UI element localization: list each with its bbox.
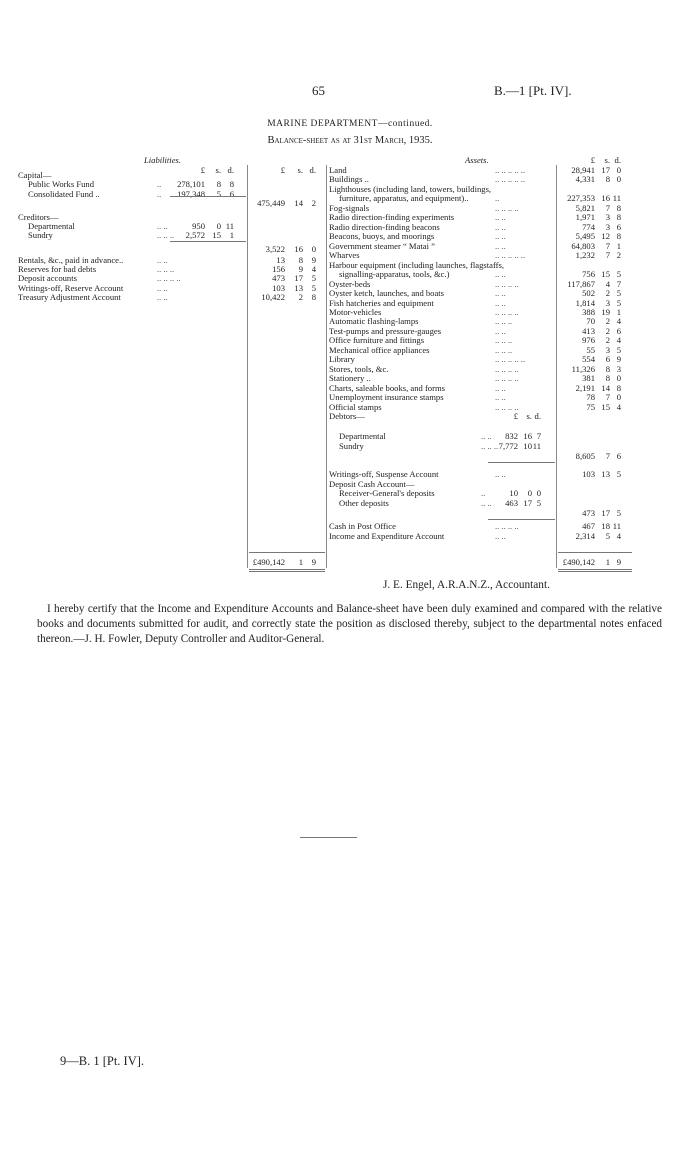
liability-total-pence: 5	[311, 283, 316, 293]
asset-label: Departmental	[339, 431, 386, 441]
asset-total-pence: 5	[616, 288, 621, 298]
leader-dots: .. .. .. ..	[495, 307, 519, 317]
column-separator	[326, 165, 327, 568]
asset-label: furniture, apparatus, and equipment)..	[339, 193, 469, 203]
asset-label: Income and Expenditure Account	[329, 531, 445, 541]
asset-total-shillings: 6	[605, 354, 610, 364]
asset-total-pounds: 64,803	[571, 241, 595, 251]
asset-total-shillings: 7	[605, 250, 610, 260]
asset-label: Library	[329, 354, 355, 364]
assets-col-head: s.	[604, 155, 610, 165]
asset-total-pence: 0	[616, 373, 621, 383]
liability-amount-pence: 11	[225, 221, 234, 231]
liability-total-pence: 8	[311, 292, 316, 302]
liability-label: Reserves for bad debts	[18, 264, 97, 274]
leader-dots: .. ..	[495, 241, 506, 251]
liability-label: Deposit accounts	[18, 273, 77, 283]
liability-total-pence: 5	[311, 273, 316, 283]
asset-label: Sundry	[339, 441, 364, 451]
asset-total-pounds: 976	[582, 335, 595, 345]
liability-label: Departmental	[28, 221, 75, 231]
liability-label: Writings-off, Reserve Account	[18, 283, 124, 293]
asset-total-pence: 9	[616, 354, 621, 364]
leader-dots: .. .. ..	[157, 230, 175, 240]
liability-total-pounds: 475,449	[257, 198, 285, 208]
asset-label: Official stamps	[329, 402, 382, 412]
liability-total-pounds: 3,522	[265, 244, 285, 254]
asset-amount-pounds: 10	[509, 488, 518, 498]
department-title: MARINE DEPARTMENT—continued.	[267, 119, 433, 129]
liability-total-shillings: 14	[294, 198, 303, 208]
liabilities-col-head: d.	[309, 165, 316, 175]
liability-label: Creditors—	[18, 212, 59, 222]
leader-dots: ..	[495, 193, 500, 203]
asset-total-pounds: 11,326	[571, 364, 595, 374]
leader-dots: .. .. .. ..	[495, 373, 519, 383]
asset-total-shillings: 5	[605, 531, 610, 541]
leader-dots: .. .. ..	[481, 441, 499, 451]
liability-label: Rentals, &c., paid in advance..	[18, 255, 124, 265]
asset-total-shillings: 3	[605, 298, 610, 308]
liability-total-shillings: 13	[294, 283, 303, 293]
page-footer: 9—B. 1 [Pt. IV].	[60, 1054, 145, 1068]
asset-total-pounds: 1,814	[575, 298, 595, 308]
asset-total-pounds: 78	[586, 392, 595, 402]
asset-total-shillings: 7	[605, 203, 610, 213]
asset-label: Fog-signals	[329, 203, 370, 213]
column-separator	[556, 165, 557, 568]
asset-total-pence: 5	[616, 298, 621, 308]
asset-total-pence: 2	[616, 250, 621, 260]
accountant-signature: J. E. Engel, A.R.A.N.Z., Accountant.	[383, 579, 550, 591]
subtotal-rule	[170, 241, 246, 242]
asset-label: Beacons, buoys, and moorings	[329, 231, 435, 241]
asset-total-pence: 4	[616, 316, 621, 326]
assets-col-head: £	[590, 155, 595, 165]
leader-dots: .. .. .. ..	[495, 521, 519, 531]
asset-total-shillings: 7	[605, 241, 610, 251]
leader-dots: ..	[157, 189, 162, 199]
asset-total-pounds: 1,232	[575, 250, 595, 260]
liabilities-heading: Liabilities.	[144, 155, 182, 165]
asset-total-pounds: 5,495	[575, 231, 595, 241]
asset-amount-pounds: 463	[505, 498, 518, 508]
asset-total-shillings: 2	[605, 326, 610, 336]
leader-dots: .. ..	[495, 326, 506, 336]
liability-amount-pence: 1	[229, 230, 234, 240]
asset-total-pounds: 413	[582, 326, 595, 336]
asset-label: Buildings ..	[329, 174, 369, 184]
asset-label: Oyster-beds	[329, 279, 371, 289]
asset-total-shillings: 18	[601, 521, 610, 531]
leader-dots: .. ..	[495, 212, 506, 222]
liability-amount-pounds: 950	[192, 221, 205, 231]
leader-dots: .. ..	[157, 255, 168, 265]
liability-amount-shillings: 5	[216, 189, 221, 199]
liability-amount-pounds: 278,101	[177, 179, 205, 189]
asset-total-pounds: 2,191	[575, 383, 595, 393]
leader-dots: .. .. ..	[495, 316, 513, 326]
liability-total-pounds: 156	[272, 264, 285, 274]
leader-dots: ..	[481, 488, 486, 498]
asset-total-pence: 8	[616, 231, 621, 241]
leader-dots: .. .. .. .. ..	[495, 165, 526, 175]
asset-label: signalling-apparatus, tools, &c.)	[339, 269, 450, 279]
double-rule	[249, 569, 325, 570]
asset-label: Radio direction-finding beacons	[329, 222, 440, 232]
asset-total-pounds: 28,941	[571, 165, 595, 175]
asset-label: Mechanical office appliances	[329, 345, 430, 355]
assets-grand-total-shillings: 1	[605, 557, 610, 567]
asset-amount-shillings: 0	[527, 488, 532, 498]
liability-total-pounds: 473	[272, 273, 285, 283]
asset-total-shillings: 3	[605, 222, 610, 232]
total-rule	[558, 552, 632, 553]
liability-amount-pounds: 2,572	[185, 230, 205, 240]
asset-total-pence: 4	[616, 531, 621, 541]
asset-label: Lighthouses (including land, towers, buildings,	[329, 184, 492, 194]
asset-total-pence: 1	[616, 307, 621, 317]
asset-label: Receiver-General's deposits	[339, 488, 435, 498]
leader-dots: .. ..	[495, 469, 506, 479]
liability-amount-shillings: 0	[216, 221, 221, 231]
leader-dots: .. ..	[157, 292, 168, 302]
leader-dots: .. ..	[495, 298, 506, 308]
asset-total-pounds: 1,971	[575, 212, 595, 222]
asset-label: Office furniture and fittings	[329, 335, 425, 345]
liability-label: Public Works Fund	[28, 179, 94, 189]
assets-grand-total-pounds: £490,142	[562, 557, 595, 567]
liability-label: Sundry	[28, 230, 53, 240]
asset-total-shillings: 4	[605, 279, 610, 289]
asset-total-pence: 0	[616, 392, 621, 402]
asset-total-shillings: 16	[601, 193, 610, 203]
asset-total-shillings: 17	[601, 508, 610, 518]
asset-total-pounds: 473	[582, 508, 595, 518]
debtors-col-head: £	[513, 411, 518, 421]
asset-label: Debtors—	[329, 411, 365, 421]
liability-total-shillings: 9	[298, 264, 303, 274]
asset-total-pounds: 502	[582, 288, 595, 298]
asset-label: Writings-off, Suspense Account	[329, 469, 439, 479]
asset-total-pounds: 117,867	[567, 279, 595, 289]
audit-certificate	[37, 602, 662, 647]
asset-total-pence: 6	[616, 222, 621, 232]
asset-total-shillings: 8	[605, 373, 610, 383]
leader-dots: .. ..	[495, 288, 506, 298]
asset-total-pence: 11	[612, 193, 621, 203]
leader-dots: .. ..	[495, 231, 506, 241]
assets-grand-total-pence: 9	[616, 557, 621, 567]
liabilities-col-head: s.	[215, 165, 221, 175]
asset-total-pence: 1	[616, 241, 621, 251]
asset-total-shillings: 13	[601, 469, 610, 479]
liability-total-pounds: 103	[272, 283, 285, 293]
asset-total-shillings: 17	[601, 165, 610, 175]
liabilities-grand-total-pence: 9	[311, 557, 316, 567]
asset-total-shillings: 8	[605, 364, 610, 374]
asset-label: Automatic flashing-lamps	[329, 316, 419, 326]
certificate-text: I hereby certify that the Income and Expenditure Accounts and Balance-sheet have been duly examined and compared with the relative books and documents submitted for audit, and correctly state the position as disclosed thereby, subject to the departmental notes enfaced thereon.—J. H. Fowler, Deputy Controller and Auditor-General.	[37, 603, 662, 645]
asset-total-pence: 6	[616, 451, 621, 461]
liability-amount-shillings: 15	[212, 230, 221, 240]
leader-dots: .. ..	[157, 283, 168, 293]
asset-total-pounds: 756	[582, 269, 595, 279]
liability-total-pence: 4	[311, 264, 316, 274]
asset-label: Motor-vehicles	[329, 307, 382, 317]
balance-sheet-title: Balance-sheet as at 31st March, 1935.	[267, 135, 433, 146]
asset-total-pence: 8	[616, 383, 621, 393]
page-number: 65	[312, 83, 325, 98]
leader-dots: .. .. .. .. ..	[495, 174, 526, 184]
liability-label: Consolidated Fund ..	[28, 189, 100, 199]
document-reference: B.—1 [Pt. IV].	[494, 83, 572, 98]
liability-total-pence: 2	[311, 198, 316, 208]
asset-total-shillings: 7	[605, 392, 610, 402]
asset-total-shillings: 2	[605, 316, 610, 326]
asset-total-pounds: 55	[586, 345, 595, 355]
liability-amount-pounds: 197,348	[177, 189, 205, 199]
leader-dots: .. ..	[495, 383, 506, 393]
asset-total-pounds: 70	[586, 316, 595, 326]
asset-label: Government steamer “ Matai ”	[329, 241, 435, 251]
leader-dots: .. ..	[495, 269, 506, 279]
leader-dots: .. ..	[495, 222, 506, 232]
asset-total-pence: 5	[616, 469, 621, 479]
asset-total-shillings: 14	[601, 383, 610, 393]
leader-dots: .. .. ..	[495, 335, 513, 345]
asset-total-pounds: 381	[582, 373, 595, 383]
leader-dots: .. ..	[481, 498, 492, 508]
leader-dots: .. ..	[157, 221, 168, 231]
liability-amount-pence: 8	[229, 179, 234, 189]
asset-total-pounds: 8,605	[575, 451, 595, 461]
asset-label: Cash in Post Office	[329, 521, 396, 531]
liability-amount-pence: 6	[229, 189, 234, 199]
asset-total-shillings: 12	[601, 231, 610, 241]
leader-dots: .. ..	[481, 431, 492, 441]
leader-dots: .. .. ..	[495, 345, 513, 355]
asset-amount-pence: 5	[536, 498, 541, 508]
subtotal-rule	[488, 519, 555, 520]
liabilities-col-head: s.	[297, 165, 303, 175]
asset-total-pence: 5	[616, 269, 621, 279]
asset-amount-shillings: 16	[523, 431, 532, 441]
assets-col-head: d.	[614, 155, 621, 165]
asset-total-pence: 6	[616, 326, 621, 336]
double-rule	[558, 571, 632, 572]
liability-total-shillings: 8	[298, 255, 303, 265]
leader-dots: .. ..	[495, 392, 506, 402]
leader-dots: .. .. .. ..	[495, 364, 519, 374]
leader-dots: .. .. .. .. ..	[495, 250, 526, 260]
asset-total-shillings: 15	[601, 402, 610, 412]
double-rule	[249, 571, 325, 572]
asset-total-pounds: 227,353	[567, 193, 595, 203]
column-separator	[247, 165, 248, 568]
asset-total-pence: 0	[616, 174, 621, 184]
asset-label: Wharves	[329, 250, 360, 260]
asset-label: Charts, saleable books, and forms	[329, 383, 445, 393]
asset-total-pounds: 4,331	[575, 174, 595, 184]
leader-dots: .. ..	[495, 531, 506, 541]
asset-total-shillings: 8	[605, 174, 610, 184]
asset-total-shillings: 7	[605, 451, 610, 461]
asset-label: Radio direction-finding experiments	[329, 212, 455, 222]
asset-total-pounds: 554	[582, 354, 595, 364]
asset-total-pence: 5	[616, 345, 621, 355]
liabilities-col-head: £	[280, 165, 285, 175]
liability-total-shillings: 16	[294, 244, 303, 254]
liability-total-pounds: 13	[276, 255, 285, 265]
asset-amount-pence: 11	[532, 441, 541, 451]
asset-total-pence: 11	[612, 521, 621, 531]
asset-total-pence: 8	[616, 203, 621, 213]
asset-total-shillings: 3	[605, 212, 610, 222]
liability-total-shillings: 2	[298, 292, 303, 302]
asset-total-pence: 4	[616, 335, 621, 345]
asset-label: Harbour equipment (including launches, flagstaffs,	[329, 260, 505, 270]
liabilities-grand-total-shillings: 1	[298, 557, 303, 567]
asset-total-pounds: 2,314	[575, 531, 595, 541]
asset-label: Fish hatcheries and equipment	[329, 298, 434, 308]
leader-dots: .. .. .. ..	[495, 279, 519, 289]
liabilities-col-head: d.	[227, 165, 234, 175]
asset-label: Stores, tools, &c.	[329, 364, 389, 374]
asset-total-pence: 3	[616, 364, 621, 374]
asset-label: Land	[329, 165, 347, 175]
leader-dots: ..	[157, 179, 162, 189]
leader-dots: .. .. .. ..	[495, 203, 519, 213]
asset-total-pounds: 103	[582, 469, 595, 479]
asset-total-pounds: 467	[582, 521, 595, 531]
section-divider	[300, 837, 357, 838]
assets-heading: Assets.	[465, 155, 489, 165]
asset-total-shillings: 19	[601, 307, 610, 317]
asset-amount-shillings: 10	[523, 441, 532, 451]
asset-total-pence: 4	[616, 402, 621, 412]
subtotal-rule	[170, 196, 246, 197]
liability-total-pounds: 10,422	[261, 292, 285, 302]
asset-amount-pence: 0	[536, 488, 541, 498]
asset-total-pence: 7	[616, 279, 621, 289]
liability-total-shillings: 17	[294, 273, 303, 283]
asset-total-shillings: 2	[605, 288, 610, 298]
liability-label: Treasury Adjustment Account	[18, 292, 121, 302]
leader-dots: .. .. .. ..	[157, 273, 181, 283]
asset-total-pounds: 5,821	[575, 203, 595, 213]
leader-dots: .. .. ..	[157, 264, 175, 274]
liability-total-pence: 0	[311, 244, 316, 254]
asset-total-pounds: 388	[582, 307, 595, 317]
asset-total-pence: 5	[616, 508, 621, 518]
asset-total-pence: 8	[616, 212, 621, 222]
asset-total-pence: 0	[616, 165, 621, 175]
asset-total-shillings: 3	[605, 345, 610, 355]
asset-amount-pence: 7	[536, 431, 541, 441]
asset-total-pounds: 75	[586, 402, 595, 412]
liabilities-col-head: £	[200, 165, 205, 175]
asset-label: Unemployment insurance stamps	[329, 392, 444, 402]
asset-label: Deposit Cash Account—	[329, 479, 415, 489]
asset-amount-pounds: 7,772	[498, 441, 518, 451]
liability-amount-shillings: 8	[216, 179, 221, 189]
leader-dots: .. .. .. .. ..	[495, 354, 526, 364]
debtors-col-head: s.	[526, 411, 532, 421]
asset-amount-shillings: 17	[523, 498, 532, 508]
leader-dots: .. .. .. ..	[495, 402, 519, 412]
asset-amount-pounds: 832	[505, 431, 518, 441]
double-rule	[558, 569, 632, 570]
asset-label: Oyster ketch, launches, and boats	[329, 288, 445, 298]
asset-total-shillings: 15	[601, 269, 610, 279]
asset-label: Stationery ..	[329, 373, 371, 383]
liability-label: Capital—	[18, 170, 52, 180]
asset-total-shillings: 2	[605, 335, 610, 345]
debtors-col-head: d.	[534, 411, 541, 421]
asset-label: Test-pumps and pressure-gauges	[329, 326, 442, 336]
total-rule	[249, 552, 325, 553]
liability-total-pence: 9	[311, 255, 316, 265]
liabilities-grand-total-pounds: £490,142	[252, 557, 285, 567]
subtotal-rule	[488, 462, 555, 463]
asset-label: Other deposits	[339, 498, 389, 508]
asset-total-pounds: 774	[582, 222, 595, 232]
